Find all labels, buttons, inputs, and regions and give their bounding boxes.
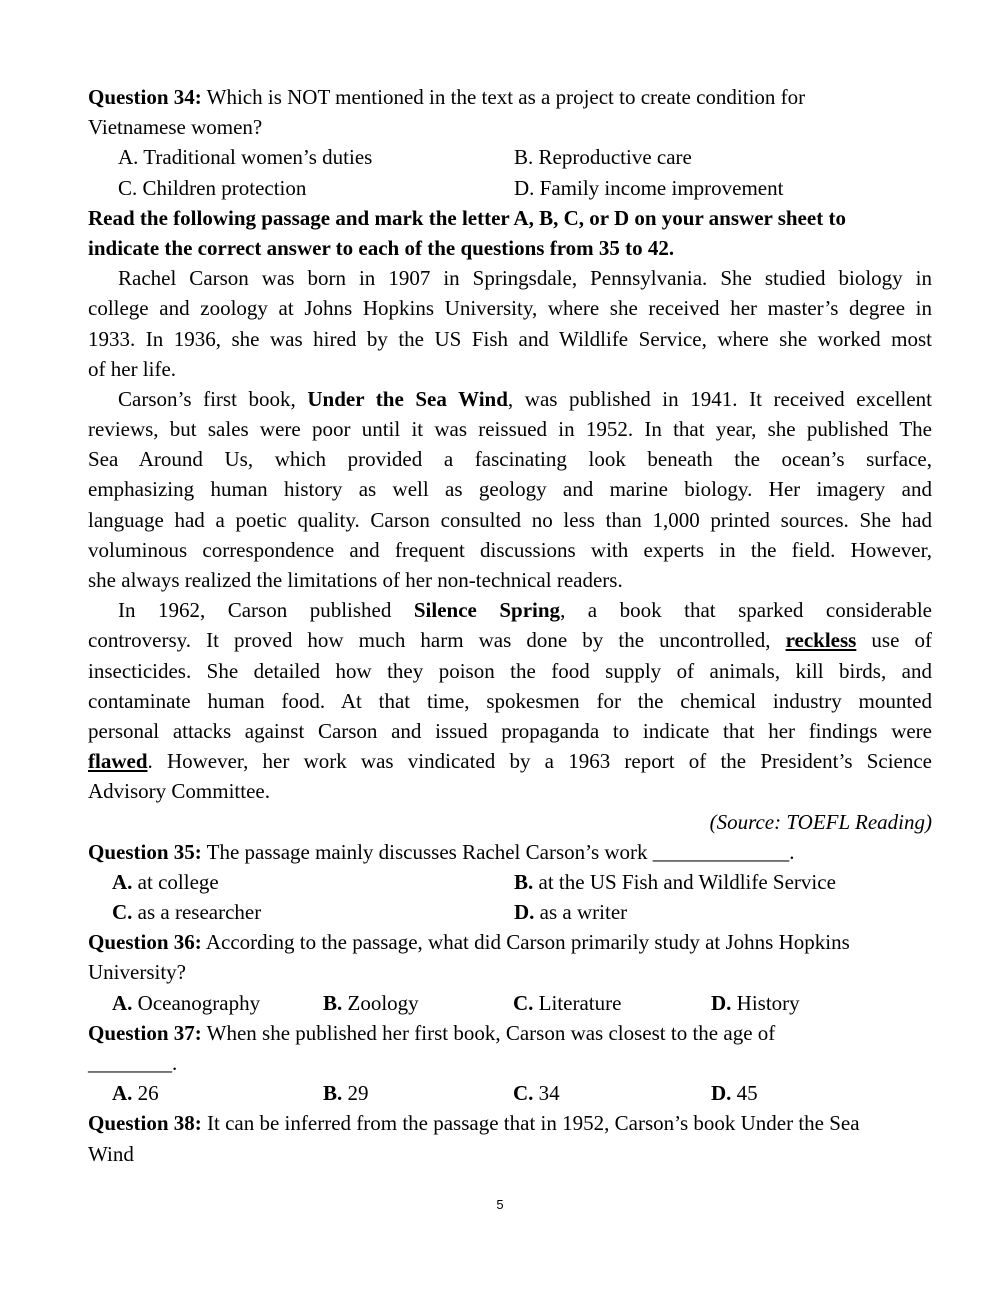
passage-p2-line-6: voluminous correspondence and frequent discussions with experts in the field. However, [88,537,932,562]
q35-option-d [514,897,627,927]
option-text: Oceanography [132,990,261,1015]
q34-stem-line-1 [88,82,932,112]
instructions-text-2: indicate the correct answer to each of the questions from 35 to 42. [88,235,675,260]
book-title-silence-spring: Silence Spring [413,598,561,623]
option-key: A. [112,869,133,894]
passage-p3-line-1 [88,595,932,625]
option-key: D. [711,990,732,1015]
q34-label: Question 34: [88,85,202,109]
q34-options-row-2 [88,173,932,203]
passage-p1-line-4: of her life. [88,356,177,381]
instructions-line-2 [88,233,932,263]
option-text: 26 [132,1081,159,1106]
passage-p1-line-1: Rachel Carson was born in 1907 in Springsdale, Pennsylvania. She studied biology in [118,266,932,291]
option-key: B. [514,869,534,894]
q36-option-d [711,988,800,1018]
q35-option-a [112,867,514,897]
q37-option-d [711,1078,758,1108]
q37-stem-line-1 [88,1018,932,1048]
q37-option-c [513,1078,711,1108]
option-text: at the US Fish and Wildlife Service [533,869,836,894]
q37-option-b [323,1078,513,1108]
passage-p1-line-3: 1933. In 1936, she was hired by the US Fish and Wildlife Service, where she worked most [88,326,932,351]
q37-options-row [88,1078,932,1108]
q38-stem-line-1 [88,1108,932,1138]
q36-stem-line-2: University? [88,960,186,985]
q38-stem-line-2: Wind [88,1141,134,1166]
option-text: 45 [731,1081,758,1106]
p3-text: . However, her work was vindicated by a 1963 report of the President’s Science [147,749,932,774]
p3-text: controversy. It proved how much harm was done by the uncontrolled, [88,628,786,653]
option-key: C. [513,1081,534,1106]
passage-p2-line-2: reviews, but sales were poor until it was reissued in 1952. In that year, she published The [88,417,932,442]
passage-p1-line-2: college and zoology at Johns Hopkins University, where she received her master’s degree in [88,296,932,321]
q36-stem: According to the passage, what did Carson primarily study at Johns Hopkins [201,930,850,955]
q35-options-row-1 [88,867,932,897]
option-key: A. [112,1081,133,1106]
q34-stem-line-2: Vietnamese women? [88,115,263,140]
q37-stem: When she published her first book, Carson was closest to the age of [201,1020,776,1045]
option-key: C. [112,900,133,925]
passage-source: (Source: TOEFL Reading) [709,809,932,834]
option-text: 34 [533,1081,560,1106]
q35-option-c [112,897,514,927]
instructions-line-1 [88,203,932,233]
page-number: 5 [496,1197,504,1212]
book-title-under-the-sea-wind: Under the Sea Wind [307,386,508,411]
p2-text: , was published in 1941. It received excellent [507,386,933,411]
q36-option-b [323,988,513,1018]
option-key: A. [112,990,133,1015]
page-content [88,82,932,1169]
instructions-text-1: Read the following passage and mark the letter A, B, C, or D on your answer sheet to [88,205,846,230]
passage-p2-line-4: emphasizing human history as well as geology and marine biology. Her imagery and [88,477,932,502]
q38-label: Question 38: [88,1111,202,1136]
p3-text: , a book that sparked considerable [560,598,933,623]
option-key: B. [323,990,343,1015]
passage-p2-line-7: she always realized the limitations of her non-technical readers. [88,568,623,592]
q36-option-a [112,988,323,1018]
q34-option-d: D. Family income improvement [514,175,784,200]
q37-option-a [112,1078,323,1108]
p3-text: In 1962, Carson published [118,598,414,623]
q36-stem-line-1 [88,927,932,957]
option-text: at college [132,869,219,894]
option-text: History [731,990,800,1015]
highlighted-word-flawed: flawed [88,749,148,774]
q34-option-a: A. Traditional women’s duties [118,145,373,170]
option-text: as a writer [534,900,628,925]
q34-option-b: B. Reproductive care [514,145,692,170]
option-text: Literature [533,990,622,1015]
q35-options-row-2 [88,897,932,927]
passage-p3-line-7: Advisory Committee. [88,779,270,804]
passage-p3-line-4: contaminate human food. At that time, spokesmen for the chemical industry mounted [88,688,932,713]
option-text: Zoology [342,990,419,1015]
option-key: D. [711,1081,732,1106]
option-text: as a researcher [132,900,262,925]
q34-options-row-1 [88,142,932,172]
q34-option-c: C. Children protection [118,175,307,200]
q37-stem-line-2: ________. [88,1051,178,1075]
passage-p2-line-5: language had a poetic quality. Carson consulted no less than 1,000 printed sources. She had [88,507,932,532]
option-text: 29 [342,1081,369,1106]
q34-stem: Which is NOT mentioned in the text as a project to create condition for [206,85,806,109]
passage-p3-line-2 [88,625,932,655]
passage-p2-line-3: Sea Around Us, which provided a fascinating look beneath the ocean’s surface, [88,447,932,472]
q35-label: Question 35: [88,839,202,864]
passage-p3-line-3: insecticides. She detailed how they poison the food supply of animals, kill birds, and [88,658,932,683]
passage-p3-line-5: personal attacks against Carson and issued propaganda to indicate that her findings were [88,718,932,743]
p2-text: Carson’s first book, [118,386,308,411]
passage-p2-line-1 [88,384,932,414]
q37-label: Question 37: [88,1020,202,1045]
option-key: C. [513,990,534,1015]
option-key: D. [514,900,535,925]
option-key: B. [323,1081,343,1106]
p3-text: use of [856,628,932,653]
q35-stem-line [88,837,932,867]
q36-option-c [513,988,711,1018]
q35-option-b [514,867,836,897]
q36-label: Question 36: [88,930,202,955]
highlighted-word-reckless: reckless [785,628,857,653]
q36-options-row [88,988,932,1018]
passage-p3-line-6 [88,746,932,776]
q38-stem: It can be inferred from the passage that in 1952, Carson’s book Under the Sea [201,1111,860,1136]
q35-stem: The passage mainly discusses Rachel Carson’s work _____________. [201,839,795,864]
